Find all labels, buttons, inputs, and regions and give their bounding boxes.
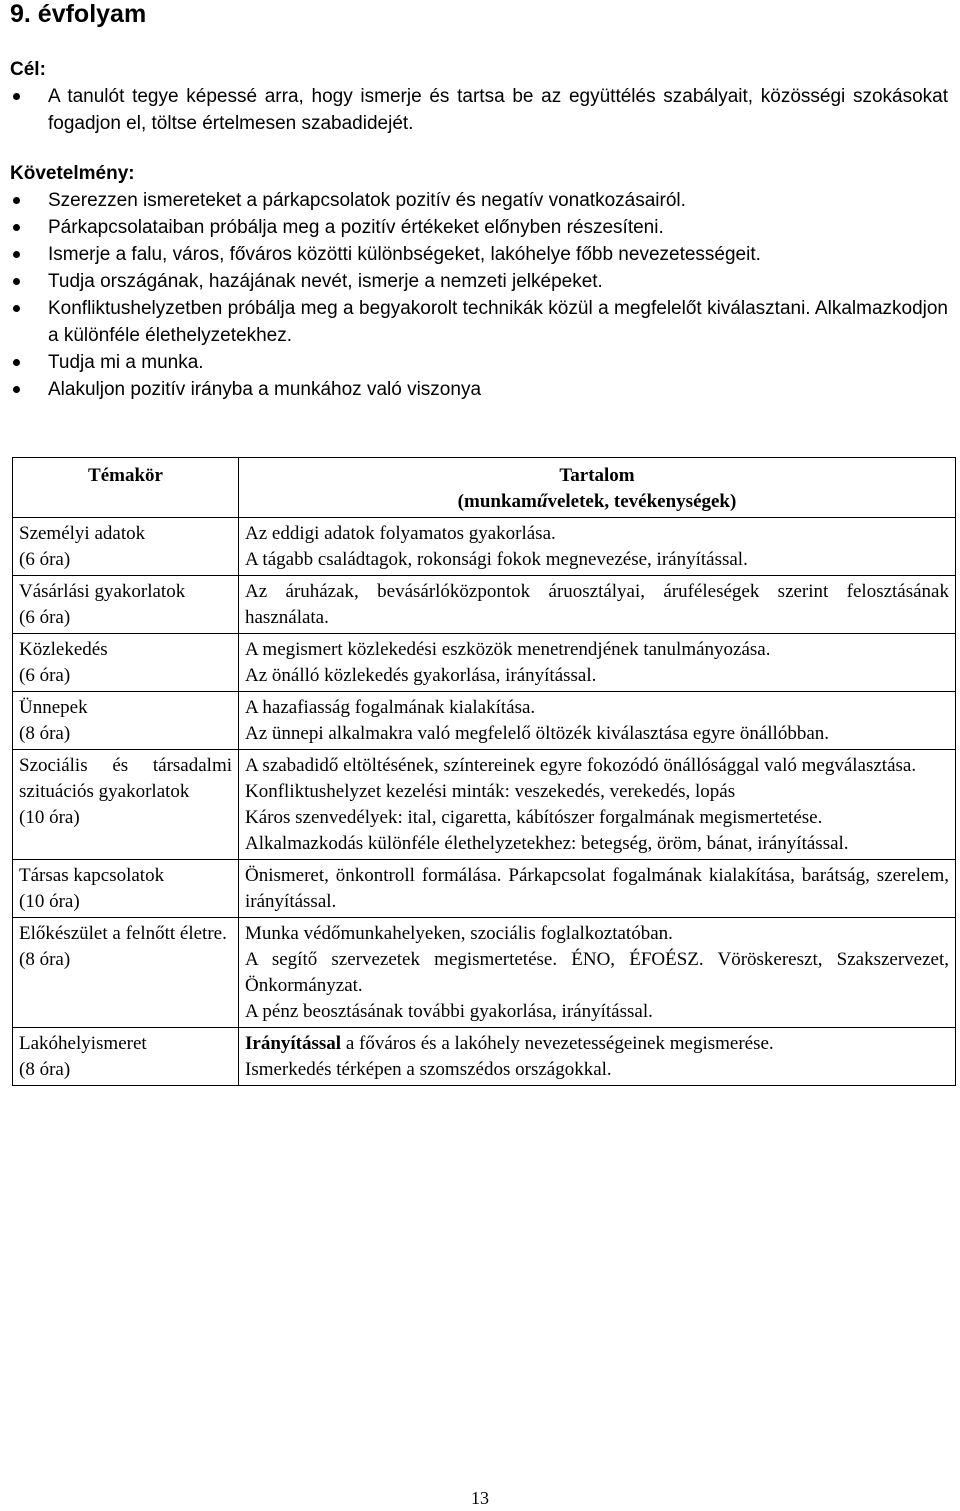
table-row [13, 576, 956, 634]
table-row [13, 634, 956, 692]
content-cell: Munka védőmunkahelyeken, szociális foglalkoztatóban. A segítő szervezetek megismertetése. ÉNO, ÉFOÉSZ. Vöröskereszt, Szakszervezet, Önkormányzat. A pénz beosztásának további gyakorlása, irányítással. [239, 918, 956, 1028]
content-cell: Az áruházak, bevásárlóközpontok áruosztályai, áruféleségek szerint felosztásának használata. [239, 576, 956, 634]
requirement-item: Párkapcsolataiban próbálja meg a pozitív értékeket előnyben részesíteni. [10, 214, 948, 241]
goal-list [10, 83, 948, 137]
table-row [13, 692, 956, 750]
table-row [13, 750, 956, 860]
bullet-icon [13, 251, 20, 258]
requirement-item: Ismerje a falu, város, főváros közötti különbségeket, lakóhelye főbb nevezetességeit. [10, 241, 948, 268]
header-content: Tartalom (munkaműveletek, tevékenységek) [239, 458, 956, 518]
table-row [13, 1028, 956, 1086]
requirements-list [10, 187, 948, 403]
bullet-icon [13, 305, 20, 312]
content-cell: A szabadidő eltöltésének, színtereinek egyre fokozódó önállósággal való megválasztása. Konfliktushelyzet kezelési minták: veszekedés, verekedés, lopás Káros szenvedélyek: ital, cigaretta, kábítószer forgalmának megismertetése. Alkalmazkodás különféle élethelyzetekhez: betegség, öröm, bánat, irányítással. [239, 750, 956, 860]
topic-cell: Társas kapcsolatok (10 óra) [13, 860, 239, 918]
page-number: 13 [471, 1488, 489, 1508]
curriculum-table [12, 457, 956, 1086]
topic-cell: Vásárlási gyakorlatok (6 óra) [13, 576, 239, 634]
header-topic: Témakör [13, 458, 239, 518]
bullet-icon [13, 224, 20, 231]
bullet-icon [13, 278, 20, 285]
requirements-heading: Követelmény: [10, 163, 135, 184]
goal-heading: Cél: [10, 59, 46, 80]
content-cell: Irányítással a főváros és a lakóhely nevezetességeinek megismerése. Ismerkedés térképen a szomszédos országokkal. [239, 1028, 956, 1086]
table-row [13, 860, 956, 918]
requirement-item: Konfliktushelyzetben próbálja meg a begyakorolt technikák közül a megfelelőt kiválasztani. Alkalmazkodjon a különféle élethelyzetekhez. [10, 295, 948, 349]
bullet-icon [13, 93, 20, 100]
topic-cell: Szociális és társadalmi szituációs gyakorlatok (10 óra) [13, 750, 239, 860]
bullet-icon [13, 359, 20, 366]
table-header-row [13, 458, 956, 518]
goal-item: A tanulót tegye képessé arra, hogy ismerje és tartsa be az együttélés szabályait, közösségi szokásokat fogadjon el, töltse értelmesen szabadidejét. [10, 83, 948, 137]
requirement-item: Tudja mi a munka. [10, 349, 948, 376]
requirement-item: Tudja országának, hazájának nevét, ismerje a nemzeti jelképeket. [10, 268, 948, 295]
content-cell: Az eddigi adatok folyamatos gyakorlása. A tágabb családtagok, rokonsági fokok megnevezése, irányítással. [239, 518, 956, 576]
content-cell: Önismeret, önkontroll formálása. Párkapcsolat fogalmának kialakítása, barátság, szerelem, irányítással. [239, 860, 956, 918]
requirement-item: Szerezzen ismereteket a párkapcsolatok pozitív és negatív vonatkozásairól. [10, 187, 948, 214]
topic-cell: Ünnepek (8 óra) [13, 692, 239, 750]
page-title: 9. évfolyam [10, 0, 147, 28]
content-cell: A hazafiasság fogalmának kialakítása. Az ünnepi alkalmakra való megfelelő öltözék kiválasztása egyre önállóbban. [239, 692, 956, 750]
bullet-icon [13, 197, 20, 204]
bullet-icon [13, 386, 20, 393]
topic-cell: Előkészület a felnőtt életre. (8 óra) [13, 918, 239, 1028]
topic-cell: Közlekedés (6 óra) [13, 634, 239, 692]
table-row [13, 918, 956, 1028]
topic-cell: Lakóhelyismeret (8 óra) [13, 1028, 239, 1086]
requirement-item: Alakuljon pozitív irányba a munkához való viszonya [10, 376, 948, 403]
table-row [13, 518, 956, 576]
content-cell: A megismert közlekedési eszközök menetrendjének tanulmányozása. Az önálló közlekedés gyakorlása, irányítással. [239, 634, 956, 692]
topic-cell: Személyi adatok (6 óra) [13, 518, 239, 576]
